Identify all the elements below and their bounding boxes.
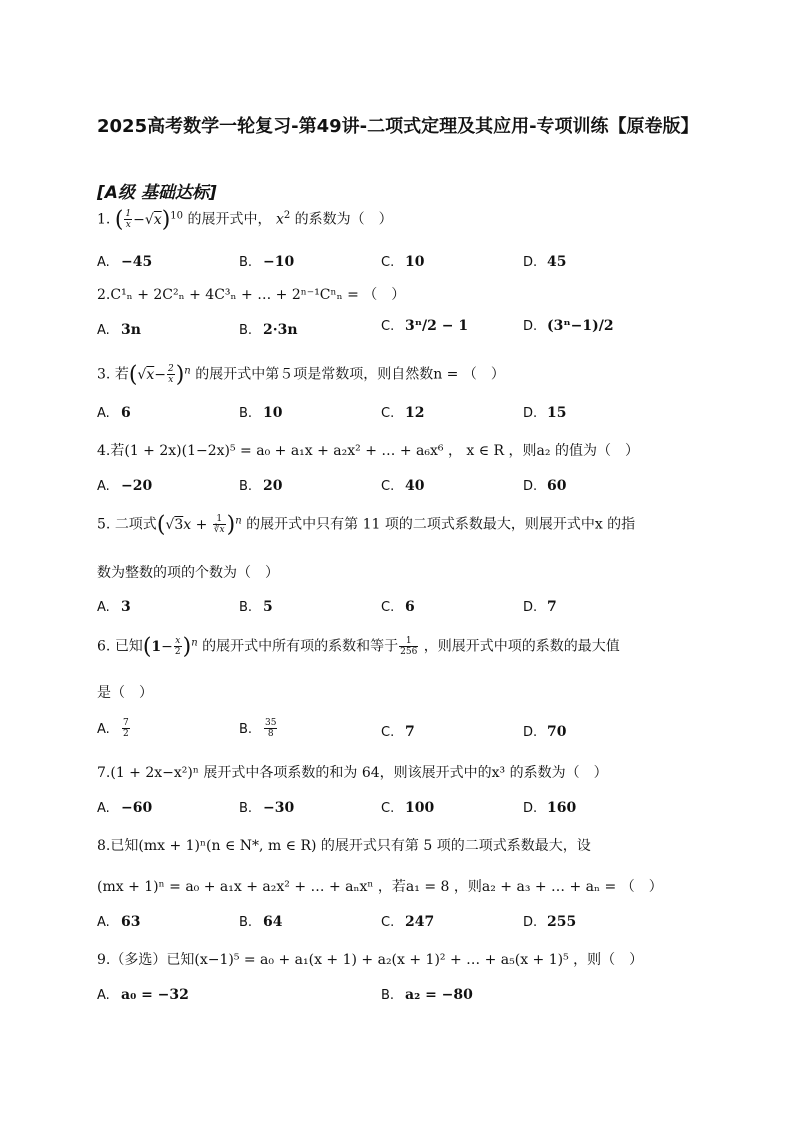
formula: ( $\frac{1}{x}$ −√x)$^{10}$ — [114, 207, 184, 232]
question-4 — [97, 440, 697, 460]
option-d[interactable]: D. 160 — [523, 800, 577, 816]
formula: (√3x + $\frac{1}{∛x}$ )$^n$ — [156, 512, 242, 537]
option-a[interactable]: A. −60 — [97, 800, 153, 816]
option-c[interactable]: C. 100 — [381, 800, 435, 816]
option-d[interactable]: D. 255 — [523, 914, 577, 930]
question-text: 已知 — [114, 638, 143, 655]
question-2 — [97, 284, 697, 304]
question-text: 的展开式中， — [187, 211, 272, 228]
option-a[interactable]: A. −20 — [97, 478, 153, 494]
formula: (√x− $\frac{2}{x}$ )$^n$ — [128, 362, 191, 387]
option-c[interactable]: C. 40 — [381, 478, 425, 494]
question-6-continued — [97, 682, 697, 702]
question-8-continued — [97, 876, 697, 896]
option-b[interactable]: B. a₂ = −80 — [381, 987, 473, 1003]
option-a[interactable]: A. $\frac{7}{2}$ — [97, 718, 129, 739]
question-number: 6. — [97, 638, 111, 655]
option-c[interactable]: C. 247 — [381, 914, 435, 930]
question-1: 1. ( $\frac{1}{x}$ −√x)$^{10}$ 的展开式中， $x^2$ 的系数为（ ） — [97, 207, 393, 232]
option-a[interactable]: A. −45 — [97, 254, 153, 270]
option-b[interactable]: B. 2·3n — [239, 322, 298, 338]
option-b[interactable]: B. 5 — [239, 599, 273, 615]
option-d[interactable]: D. (3ⁿ−1)/2 — [523, 318, 614, 334]
option-a[interactable]: A. 6 — [97, 405, 131, 421]
option-b[interactable]: B. 20 — [239, 478, 283, 494]
option-c[interactable]: C. 3ⁿ/2 − 1 — [381, 318, 469, 334]
question-5 — [97, 512, 697, 537]
option-a[interactable]: A. a₀ = −32 — [97, 987, 189, 1003]
option-d[interactable]: D. 7 — [523, 599, 557, 615]
question-text: 的展开式中只有第 11 项的二项式系数最大，则展开式中x 的指 — [246, 516, 636, 533]
question-number: 1. — [97, 211, 111, 228]
option-b[interactable]: B. $\frac{35}{8}$ — [239, 718, 277, 739]
question-3 — [97, 362, 697, 387]
question-number: 3. — [97, 366, 111, 383]
question-5-continued — [97, 562, 697, 582]
question-text: （多选）已知(x−1)⁵ = a₀ + a₁(x + 1) + a₂(x + 1)² + … + a₅(x + 1)⁵ ，则（ ） — [110, 952, 644, 968]
question-text: ，则展开式中项的系数的最大值 — [423, 638, 620, 655]
option-b[interactable]: B. −10 — [239, 254, 295, 270]
option-b[interactable]: B. −30 — [239, 800, 295, 816]
document-title: 2025高考数学一轮复习-第49讲-二项式定理及其应用-专项训练【原卷版】 — [97, 116, 699, 137]
section-heading: [A级 基础达标] — [97, 183, 217, 203]
question-6: 6. 已知(1− $\frac{x}{2}$ )$^n$ 的展开式中所有项的系数和等于 $\frac{1}{256}$ ，则展开式中项的系数的最大值 — [97, 634, 620, 659]
option-a[interactable]: A. 3n — [97, 322, 141, 338]
question-number: 2. — [97, 287, 111, 303]
question-text: 的系数为（ ） — [294, 211, 393, 228]
question-text: 的展开式中所有项的系数和等于 — [202, 638, 399, 655]
question-number: 9. — [97, 952, 111, 968]
question-8 — [97, 835, 697, 855]
formula: (1− $\frac{x}{2}$ )$^n$ — [142, 634, 198, 659]
question-number: 7. — [97, 765, 111, 781]
option-d[interactable]: D. 15 — [523, 405, 567, 421]
question-text: 若(1 + 2x)(1−2x)⁵ = a₀ + a₁x + a₂x² + … + a₆x⁶ ， x ∈ R ，则a₂ 的值为（ ） — [110, 443, 639, 459]
question-number: 5. — [97, 516, 111, 533]
question-text: (mx + 1)ⁿ = a₀ + a₁x + a₂x² + … + aₙxⁿ ，若a₁ = 8 ，则a₂ + a₃ + … + aₙ = （ ） — [97, 879, 663, 895]
question-number: 4. — [97, 443, 111, 459]
question-text: 的展开式中第５项是常数项，则自然数n = （ ） — [195, 366, 505, 383]
question-9 — [97, 949, 697, 969]
question-text: 已知(mx + 1)ⁿ(n ∈ N*, m ∈ R) 的展开式只有第 5 项的二项式系数最大，设 — [110, 838, 591, 854]
question-text: 二项式 — [114, 516, 157, 533]
option-a[interactable]: A. 3 — [97, 599, 131, 615]
option-d[interactable]: D. 60 — [523, 478, 567, 494]
option-b[interactable]: B. 10 — [239, 405, 283, 421]
option-b[interactable]: B. 64 — [239, 914, 283, 930]
question-text: 数为整数的项的个数为（ ） — [97, 565, 279, 581]
question-text: 若 — [114, 366, 129, 383]
option-c[interactable]: C. 12 — [381, 405, 425, 421]
question-7 — [97, 762, 697, 782]
option-c[interactable]: C. 7 — [381, 724, 415, 740]
option-d[interactable]: D. 45 — [523, 254, 567, 270]
question-text: (1 + 2x−x²)ⁿ 展开式中各项系数的和为 64，则该展开式中的x³ 的系数为（ ） — [110, 765, 608, 781]
option-c[interactable]: C. 10 — [381, 254, 425, 270]
question-number: 8. — [97, 838, 111, 854]
option-c[interactable]: C. 6 — [381, 599, 415, 615]
question-text: C¹ₙ + 2C²ₙ + 4C³ₙ + … + 2ⁿ⁻¹Cⁿₙ = （ ） — [110, 287, 406, 303]
question-text: 是（ ） — [97, 685, 153, 701]
option-a[interactable]: A. 63 — [97, 914, 141, 930]
option-d[interactable]: D. 70 — [523, 724, 567, 740]
